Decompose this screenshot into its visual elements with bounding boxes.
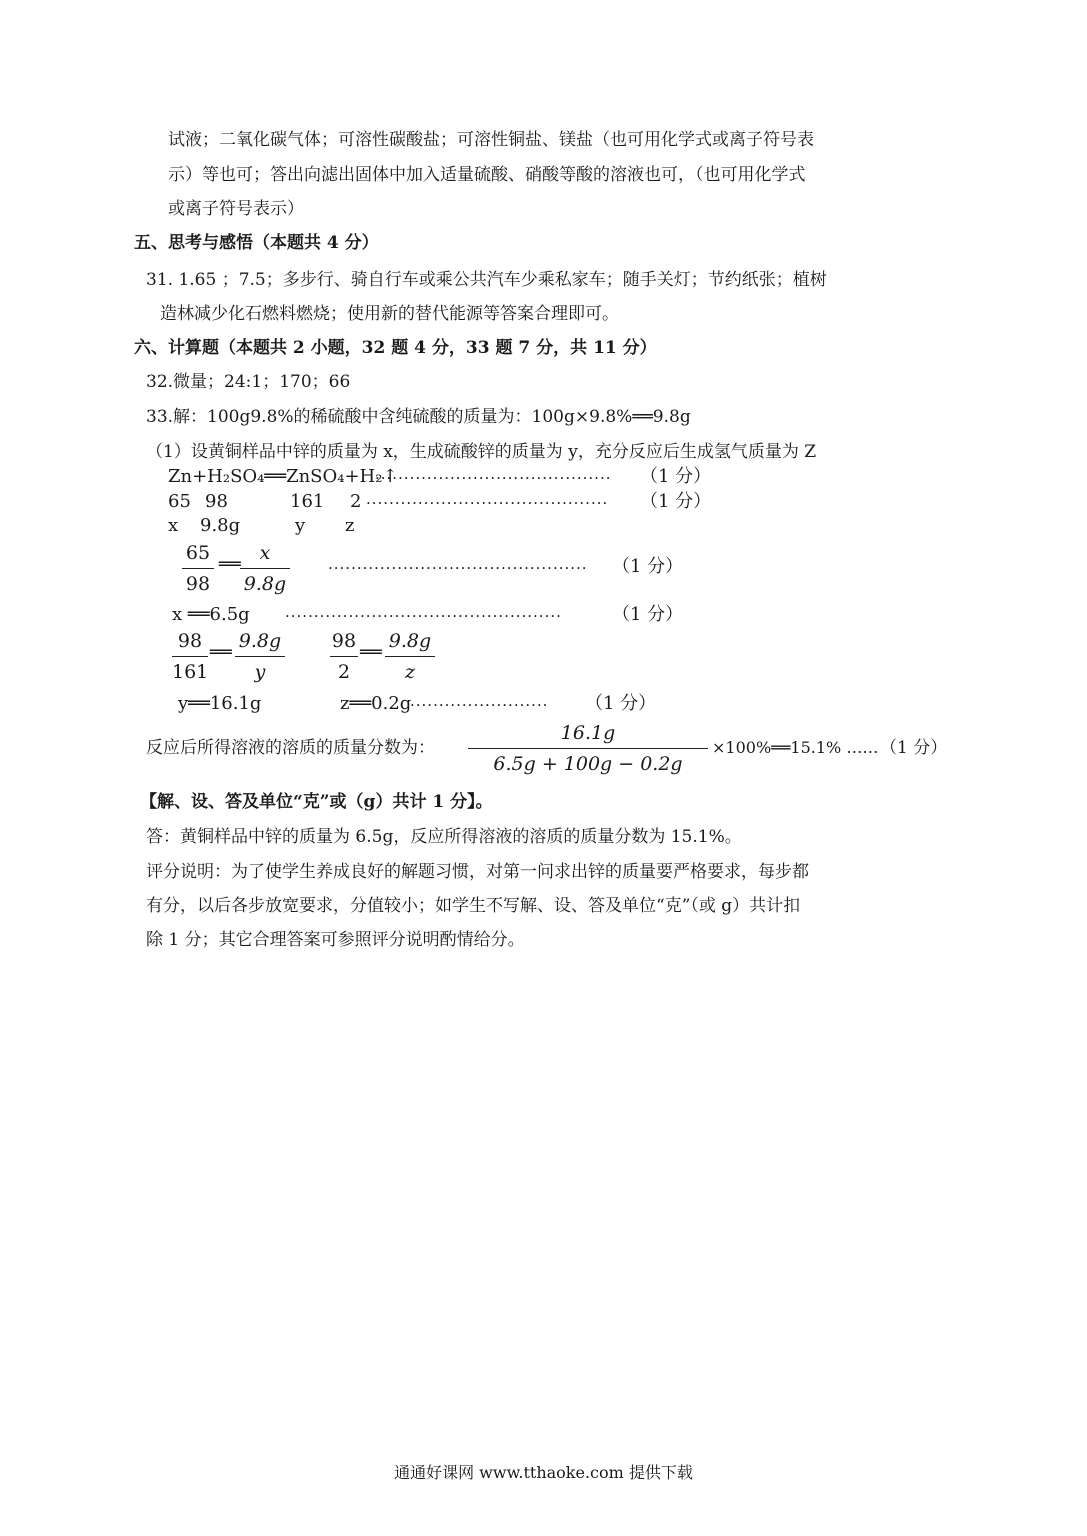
denominator: 9.8g bbox=[243, 573, 287, 595]
mass-value: 65 bbox=[168, 491, 191, 512]
answer-line: （1）设黄铜样品中锌的质量为 x，生成硫酸锌的质量为 y，充分反应后生成氢气质量为 Z bbox=[146, 442, 817, 462]
section-heading: 五、思考与感悟（本题共 4 分） bbox=[134, 233, 379, 253]
text-line: 示）等也可；答出向滤出固体中加入适量硫酸、硝酸等酸的溶液也可，（也可用化学式 bbox=[168, 165, 806, 185]
numerator: 16.1g bbox=[560, 722, 616, 744]
numerator: 9.8g bbox=[388, 630, 432, 652]
score-label: （1 分） bbox=[612, 556, 684, 577]
denominator: z bbox=[404, 661, 415, 683]
unknown-value: 9.8g bbox=[200, 515, 241, 536]
section-heading: 六、计算题（本题共 2 小题，32 题 4 分，33 题 7 分，共 11 分） bbox=[134, 338, 657, 358]
denominator: 161 bbox=[172, 661, 209, 683]
leader-dots: ········································· bbox=[375, 469, 612, 487]
fraction-bar bbox=[182, 568, 214, 569]
fraction-label: 反应后所得溶液的溶质的质量分数为： bbox=[146, 738, 435, 758]
mass-value: 2 bbox=[350, 491, 362, 512]
page-footer: 通通好课网 www.tthaoke.com 提供下载 bbox=[394, 1463, 693, 1482]
answer-line: 31. 1.65 ；7.5；多步行、骑自行车或乘公共汽车少乘私家车；随手关灯；节约纸张；植树 bbox=[146, 270, 827, 290]
fraction-bar bbox=[235, 656, 285, 657]
ratio-fraction bbox=[235, 628, 285, 685]
denominator: 6.5g + 100g − 0.2g bbox=[493, 753, 683, 775]
grading-line: 评分说明：为了使学生养成良好的解题习惯，对第一问求出锌的质量要严格要求，每步都 bbox=[146, 862, 809, 882]
equals-sign: ══ bbox=[219, 554, 241, 575]
leader-dots: ·········································· bbox=[366, 494, 609, 512]
ratio-fraction bbox=[385, 628, 435, 685]
text-line: 试液；二氧化碳气体；可溶性碳酸盐；可溶性铜盐、镁盐（也可用化学式或离子符号表 bbox=[168, 130, 814, 150]
fraction-bar bbox=[172, 656, 208, 657]
grading-line: 除 1 分；其它合理答案可参照评分说明酌情给分。 bbox=[146, 930, 525, 950]
unknown-value: y bbox=[295, 515, 306, 536]
text-line: 或离子符号表示） bbox=[168, 199, 304, 219]
fraction-result: ×100%══15.1% …… bbox=[712, 738, 879, 757]
mass-fraction bbox=[468, 720, 708, 777]
grading-line: 有分，以后各步放宽要求，分值较小；如学生不写解、设、答及单位“克”（或 g）共计扣 bbox=[146, 896, 801, 916]
fraction-bar bbox=[385, 656, 435, 657]
fraction-bar bbox=[468, 748, 708, 749]
score-label: （1 分） bbox=[880, 738, 948, 758]
denominator: 98 bbox=[185, 573, 211, 595]
numerator: x bbox=[259, 542, 271, 564]
equals-sign: ══ bbox=[210, 642, 232, 663]
unknown-value: z bbox=[345, 515, 355, 536]
x-result: x ══6.5g bbox=[172, 604, 250, 625]
answer-line: 答：黄铜样品中锌的质量为 6.5g，反应所得溶液的溶质的质量分数为 15.1%。 bbox=[146, 827, 742, 847]
answer-line: 33.解：100g9.8%的稀硫酸中含纯硫酸的质量为：100g×9.8%══9.8g bbox=[146, 407, 691, 427]
y-result: y══16.1g bbox=[178, 693, 262, 714]
answer-line: 32.微量；24:1；170；66 bbox=[146, 372, 351, 392]
leader-dots: ························ bbox=[410, 696, 549, 714]
score-label: （1 分） bbox=[585, 693, 657, 714]
score-label: （1 分） bbox=[612, 604, 684, 625]
ratio-fraction bbox=[182, 540, 214, 597]
z-result: z══0.2g bbox=[340, 693, 412, 714]
numerator: 98 bbox=[331, 630, 357, 652]
leader-dots: ················································ bbox=[285, 607, 562, 625]
ratio-fraction bbox=[240, 540, 290, 597]
leader-dots: ············································· bbox=[328, 559, 588, 577]
equals-sign: ══ bbox=[360, 642, 382, 663]
score-label: （1 分） bbox=[640, 466, 712, 487]
numerator: 9.8g bbox=[238, 630, 282, 652]
mass-value: 161 bbox=[290, 491, 325, 512]
mass-value: 98 bbox=[205, 491, 228, 512]
fraction-bar bbox=[240, 568, 290, 569]
numerator: 65 bbox=[185, 542, 211, 564]
unknown-value: x bbox=[168, 515, 179, 536]
score-label: （1 分） bbox=[640, 491, 712, 512]
chemical-equation: Zn+H₂SO₄══ZnSO₄+H₂↑ bbox=[168, 466, 398, 487]
note-line: 【解、设、答及单位“克”或（g）共计 1 分】。 bbox=[140, 792, 493, 812]
ratio-fraction bbox=[172, 628, 208, 685]
ratio-fraction bbox=[330, 628, 358, 685]
denominator: y bbox=[254, 661, 266, 683]
fraction-bar bbox=[330, 656, 358, 657]
answer-line: 造林减少化石燃料燃烧；使用新的替代能源等答案合理即可。 bbox=[160, 304, 619, 324]
numerator: 98 bbox=[177, 630, 203, 652]
denominator: 2 bbox=[337, 661, 351, 683]
